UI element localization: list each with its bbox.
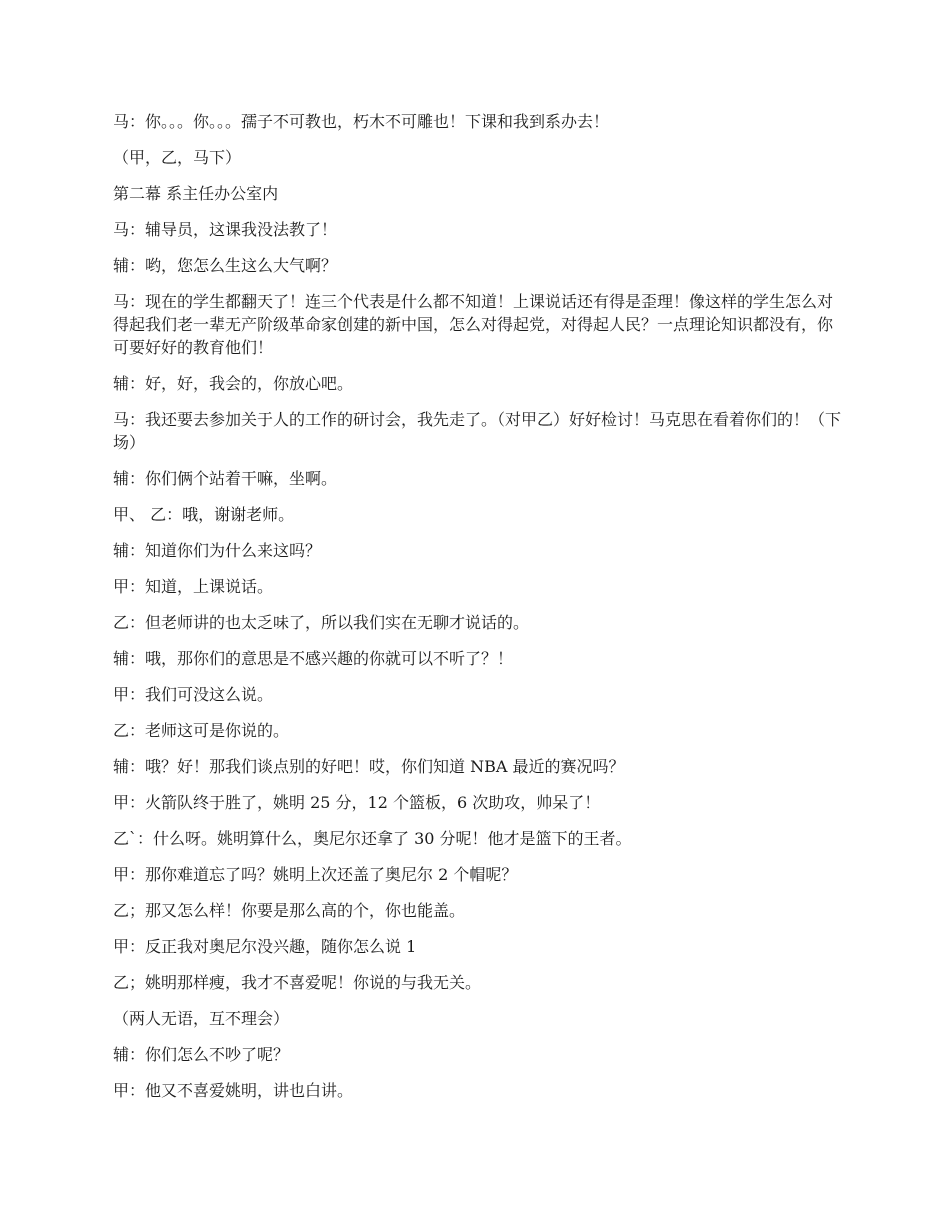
dialogue-line: 乙：老师这可是你说的。	[113, 721, 290, 740]
dialogue-line: 辅：哟，您怎么生这么大气啊？	[113, 256, 338, 275]
dialogue-line: 甲：火箭队终于胜了，姚明 25 分，12 个篮板，6 次助攻，帅呆了！	[113, 793, 601, 812]
dialogue-line: 马：现在的学生都翻天了！连三个代表是什么都不知道！上课说话还有得是歪理！像这样的学生怎么对得起我们老一辈无产阶级革命家创建的新中国，怎么对得起党，对得起人民？一点理论知识都没有，你可要好好的教育他们！	[113, 292, 834, 357]
dialogue-line: 乙；姚明那样瘦，我才不喜爱呢！你说的与我无关。	[113, 973, 482, 992]
dialogue-line: 辅：好，好，我会的，你放心吧。	[113, 374, 354, 393]
dialogue-line: 甲：反正我对奥尼尔没兴趣，随你怎么说 1	[113, 937, 417, 956]
dialogue-line: 辅：知道你们为什么来这吗？	[113, 541, 322, 560]
dialogue-line: 辅：哦，那你们的意思是不感兴趣的你就可以不听了？！	[113, 649, 514, 668]
dialogue-line: 马：你。。。你。。。孺子不可教也，朽木不可雕也！下课和我到系办去！	[113, 112, 610, 131]
dialogue-line: 甲：我们可没这么说。	[113, 685, 274, 704]
dialogue-line: 辅：哦？好！那我们谈点别的好吧！哎，你们知道 NBA 最近的赛况吗？	[113, 757, 625, 776]
dialogue-line: 甲：那你难道忘了吗？姚明上次还盖了奥尼尔 2 个帽呢？	[113, 865, 518, 884]
dialogue-line: 马：我还要去参加关于人的工作的研讨会，我先走了。（对甲乙）好好检讨！马克思在看着你们的！（下场）	[113, 410, 842, 452]
dialogue-line: 乙：但老师讲的也太乏味了，所以我们实在无聊才说话的。	[113, 613, 530, 632]
dialogue-line: 马：辅导员，这课我没法教了！	[113, 220, 338, 239]
scene-heading: 第二幕 系主任办公室内	[113, 184, 279, 203]
stage-direction: （甲，乙，马下）	[113, 148, 242, 167]
dialogue-line: 甲：知道，上课说话。	[113, 577, 274, 596]
dialogue-line: 乙；那又怎么样！你要是那么高的个，你也能盖。	[113, 901, 466, 920]
dialogue-line: 辅：你们怎么不吵了呢？	[113, 1045, 290, 1064]
dialogue-line: 甲、 乙：哦，谢谢老师。	[113, 505, 295, 524]
dialogue-line: 乙`：什么呀。姚明算什么，奥尼尔还拿了 30 分呢！他才是篮下的王者。	[113, 829, 632, 848]
dialogue-line: 甲：他又不喜爱姚明，讲也白讲。	[113, 1081, 354, 1100]
stage-direction: （两人无语，互不理会）	[113, 1009, 290, 1028]
document-page	[113, 110, 843, 1115]
dialogue-line: 辅：你们俩个站着干嘛，坐啊。	[113, 469, 338, 488]
